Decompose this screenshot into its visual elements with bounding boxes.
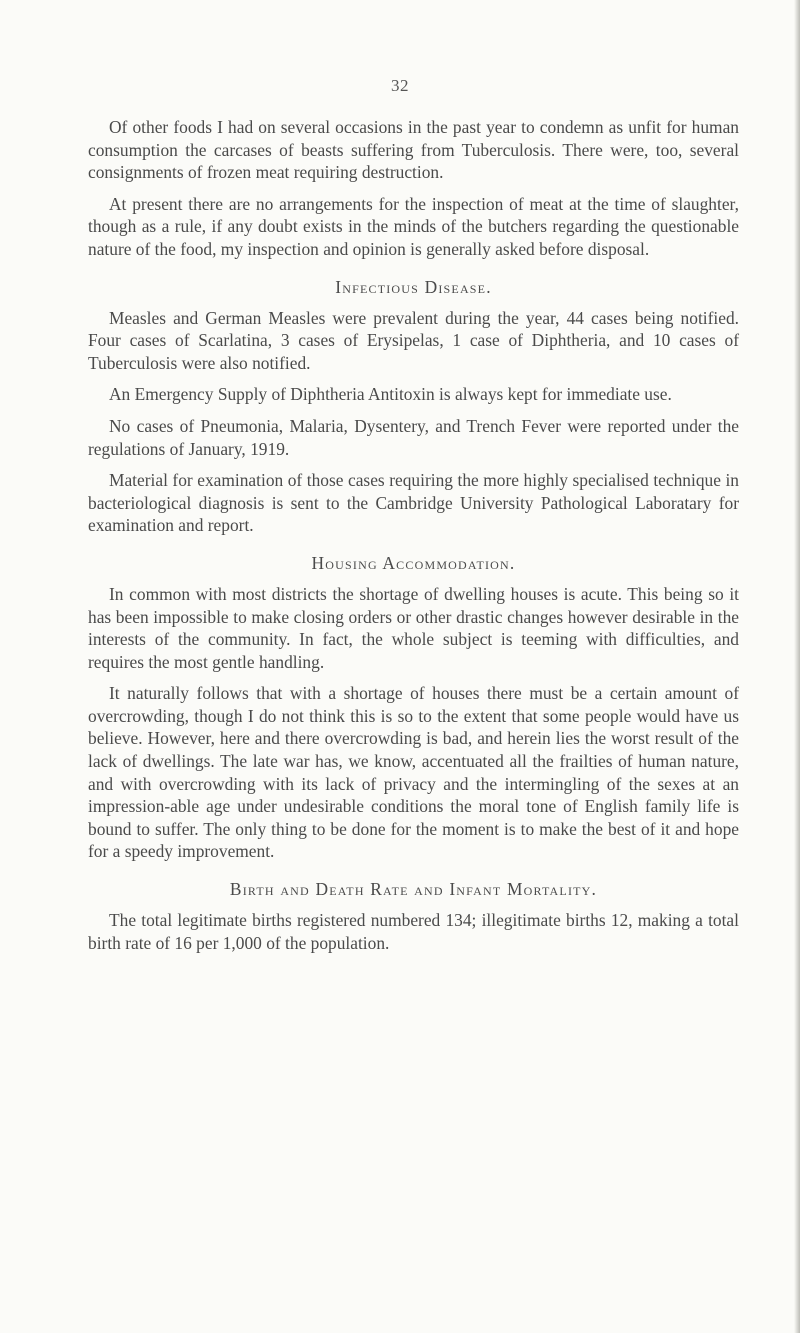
paragraph: Material for examination of those cases requiring the more highly specialised technique in bacteriological diagnosis is sent to the Cambridge University Pathological Laboratary for examination and report. [88, 470, 739, 536]
page-edge-shadow [794, 0, 800, 1333]
page-body [88, 116, 739, 963]
section-heading: Housing Accommodation. [311, 552, 516, 573]
paragraph: No cases of Pneumonia, Malaria, Dysentery, and Trench Fever were reported under the regulations of January, 1919. [88, 415, 739, 459]
paragraph: At present there are no arrangements for the inspection of meat at the time of slaughter, though as a rule, if any doubt exists in the minds of the butchers regarding the questionable nature of the food, my inspection and opinion is generally asked before disposal. [88, 193, 739, 259]
page-number: 32 [391, 76, 409, 95]
paragraph: Of other foods I had on several occasions in the past year to condemn as unfit for human consumption the carcases of beasts suffering from Tuberculosis. There were, too, several consignments of frozen meat requiring destruction. [88, 117, 739, 183]
paragraph: The total legitimate births registered numbered 134; illegitimate births 12, making a total birth rate of 16 per 1,000 of the population. [88, 910, 739, 953]
paragraph: An Emergency Supply of Diphtheria Antitoxin is always kept for immediate use. [109, 384, 672, 405]
paragraph: In common with most districts the shortage of dwelling houses is acute. This being so it has been impossible to make closing orders or other drastic changes however desirable in the interests of the community. In fact, the whole subject is teeming with difficulties, and requires the most gentle handling. [88, 583, 739, 672]
section-meat-inspection [88, 116, 739, 261]
section-birth-death-rate [88, 878, 739, 954]
section-heading: Infectious Disease. [335, 276, 492, 297]
paragraph: Measles and German Measles were prevalent during the year, 44 cases being notified. Four cases of Scarlatina, 3 cases of Erysipelas, 1 case of Diphtheria, and 10 cases of Tuberculosis were also notified. [88, 307, 739, 373]
section-infectious-disease [88, 276, 739, 537]
paragraph: It naturally follows that with a shortage of houses there must be a certain amount of overcrowding, though I do not think this is so to the extent that some people would have us believe. However, here and there overcrowding is bad, and herein lies the worst result of the lack of dwellings. The late war has, we know, accentuated all the frailties of human nature, and with overcrowding with its lack of privacy and the intermingling of the sexes at an impression-able age under undesirable conditions the moral tone of English family life is bound to suffer. The only thing to be done for the moment is to make the best of it and hope for a speedy improvement. [88, 683, 739, 862]
section-heading: Birth and Death Rate and Infant Mortality. [229, 879, 598, 900]
section-housing [88, 552, 739, 863]
